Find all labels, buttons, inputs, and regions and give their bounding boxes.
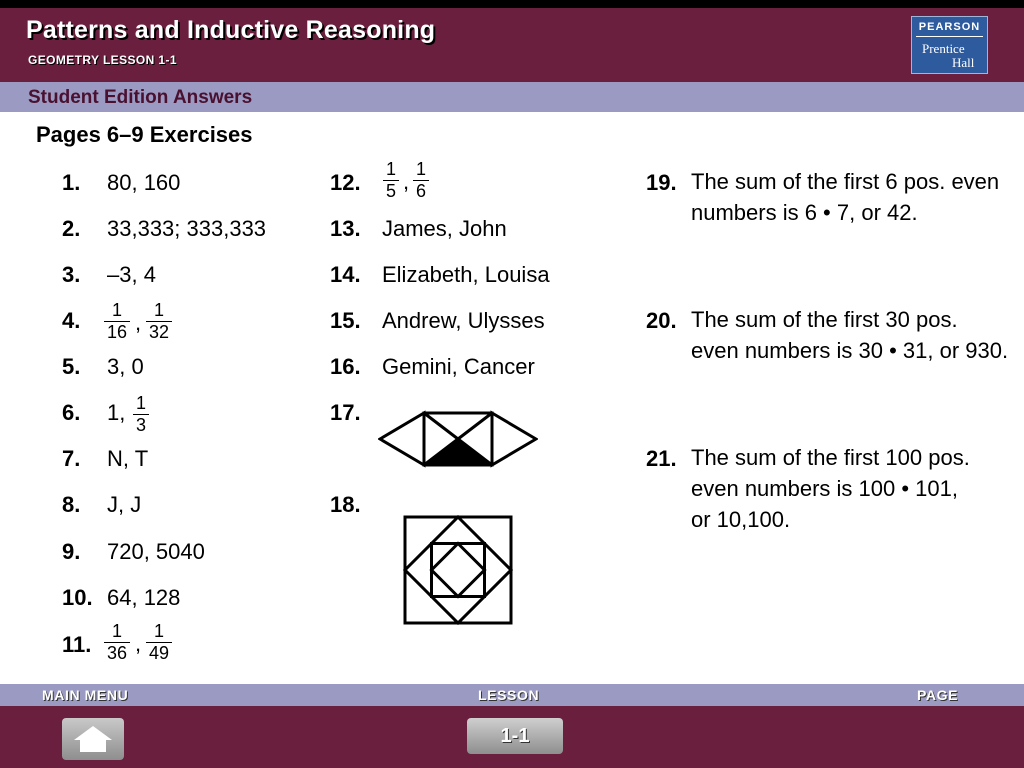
answer-number: 15. xyxy=(330,308,361,333)
section-band xyxy=(0,82,1024,112)
answer-number: 4. xyxy=(62,308,81,333)
answer-text: 64, 128 xyxy=(107,585,181,610)
comma: , xyxy=(135,310,142,335)
fraction-denominator: 5 xyxy=(386,181,397,201)
pearson-logo xyxy=(911,16,988,74)
fraction-denominator: 36 xyxy=(107,643,128,663)
answer-number: 5. xyxy=(62,354,81,379)
answer-number: 14. xyxy=(330,262,361,287)
answer-number: 9. xyxy=(62,539,81,564)
answer-number: 17. xyxy=(330,400,361,425)
fraction-denominator: 32 xyxy=(149,322,170,342)
answer-number: 19. xyxy=(646,170,677,195)
section-title: Pages 6–9 Exercises xyxy=(36,122,253,147)
answer-number: 13. xyxy=(330,216,361,241)
answer-number: 16. xyxy=(330,354,361,379)
fraction-denominator: 49 xyxy=(149,643,170,663)
answer-number: 8. xyxy=(62,492,81,517)
answer-text: 80, 160 xyxy=(107,170,181,195)
answer-number: 7. xyxy=(62,446,81,471)
answer-number: 1. xyxy=(62,170,81,195)
logo-prentice-text: Prentice xyxy=(922,41,965,56)
fraction xyxy=(104,300,130,343)
answer-text: Gemini, Cancer xyxy=(382,354,535,379)
lesson-subtitle: GEOMETRY LESSON 1-1 xyxy=(28,53,177,67)
fraction xyxy=(133,393,149,436)
answer-text: The sum of the first 30 pos. even numbers is 30 • 31, or 930. xyxy=(691,307,1009,363)
answer-number: 10. xyxy=(62,585,93,610)
answer-number: 2. xyxy=(62,216,81,241)
answer-text: 3, 0 xyxy=(107,354,144,379)
answer-text: J, J xyxy=(107,492,142,517)
answer-number: 6. xyxy=(62,400,81,425)
answer-number: 18. xyxy=(330,492,361,517)
comma: , xyxy=(403,169,410,194)
header xyxy=(0,8,1024,82)
diamond-triangles-figure xyxy=(378,410,538,468)
fraction xyxy=(104,621,130,664)
nested-squares-figure xyxy=(403,515,513,625)
answer-text: Elizabeth, Louisa xyxy=(382,262,550,287)
answer-text: The sum of the first 6 pos. even numbers is 6 • 7, or 42. xyxy=(691,169,1000,225)
fraction xyxy=(146,621,172,664)
fraction xyxy=(383,159,399,202)
answer-number: 11. xyxy=(62,632,92,657)
answer-text: Andrew, Ulysses xyxy=(382,308,545,333)
lesson-number-display: 1-1 xyxy=(467,718,563,754)
main-menu-label: MAIN MENU xyxy=(42,687,129,703)
fraction xyxy=(146,300,172,343)
top-border xyxy=(0,0,1024,8)
answer-text: James, John xyxy=(382,216,507,241)
fraction-denominator: 16 xyxy=(107,322,128,342)
answer-text: The sum of the first 100 pos. even numbers is 100 • 101, or 10,100. xyxy=(691,445,970,532)
home-button[interactable] xyxy=(62,718,124,760)
answer-text: 1, xyxy=(107,400,126,425)
answer-text: 720, 5040 xyxy=(107,539,205,564)
fraction-numerator: 1 xyxy=(413,159,429,181)
fraction-numerator: 1 xyxy=(104,300,130,322)
home-icon xyxy=(62,718,124,760)
fraction-numerator: 1 xyxy=(133,393,149,415)
band-label: Student Edition Answers xyxy=(28,87,253,108)
answer-number: 20. xyxy=(646,308,677,333)
logo-pearson-text: PEARSON xyxy=(918,21,981,33)
answer-number: 12. xyxy=(330,170,361,195)
answer-text: –3, 4 xyxy=(107,262,156,287)
answer-number: 3. xyxy=(62,262,81,287)
footer-nav xyxy=(0,706,1024,768)
fraction-numerator: 1 xyxy=(383,159,399,181)
answer-text: 33,333; 333,333 xyxy=(107,216,267,241)
fraction-numerator: 1 xyxy=(146,621,172,643)
lesson-label: LESSON xyxy=(478,687,540,703)
fraction-denominator: 6 xyxy=(416,181,427,201)
fraction-numerator: 1 xyxy=(104,621,130,643)
answer-text: N, T xyxy=(107,446,149,471)
logo-hall-text: Hall xyxy=(952,55,975,70)
comma: , xyxy=(135,631,142,656)
fraction-numerator: 1 xyxy=(146,300,172,322)
logo-divider xyxy=(916,36,983,37)
page-label: PAGE xyxy=(917,687,959,703)
fraction xyxy=(413,159,429,202)
page-title: Patterns and Inductive Reasoning xyxy=(26,16,436,44)
fraction-denominator: 3 xyxy=(136,415,147,435)
answer-number: 21. xyxy=(646,446,677,471)
footer-label-bar xyxy=(0,684,1024,706)
